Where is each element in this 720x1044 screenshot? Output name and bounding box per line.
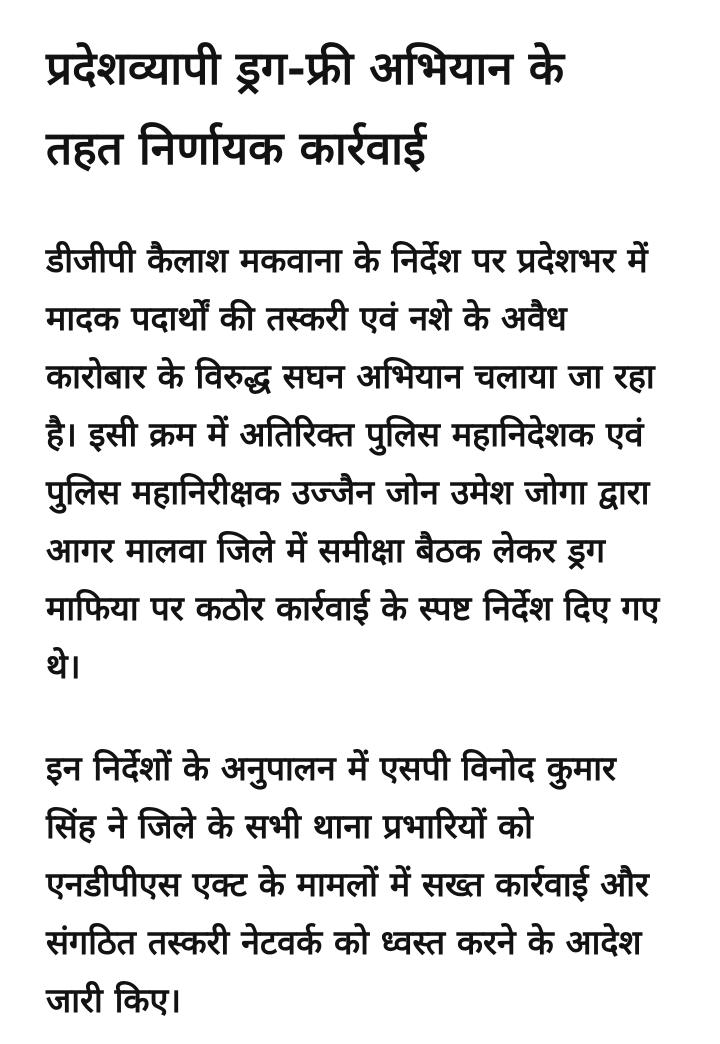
text-line: एनडीपीएस एक्ट के मामलों में सख्त कार्रवाई और xyxy=(46,865,649,905)
text-line: इन निर्देशों के अनुपालन में एसपी विनोद कुमार xyxy=(46,749,616,789)
text-line: माफिया पर कठोर कार्रवाई के स्पष्ट निर्देश दिए गए xyxy=(46,589,660,629)
text-line: आगर मालवा जिले में समीक्षा बैठक लेकर ड्रग xyxy=(46,531,605,571)
text-line: थे। xyxy=(46,647,81,687)
text-line: पुलिस महानिरीक्षक उज्जैन जोन उमेश जोगा द्वारा xyxy=(46,473,650,513)
text-line: संगठित तस्करी नेटवर्क को ध्वस्त करने के आदेश xyxy=(46,923,642,963)
article-body xyxy=(46,232,674,1030)
text-line: डीजीपी कैलाश मकवाना के निर्देश पर प्रदेशभर में xyxy=(46,241,648,281)
text-line: है। इसी क्रम में अतिरिक्त पुलिस महानिदेशक एवं xyxy=(46,415,644,455)
paragraph-2 xyxy=(46,740,674,1030)
text-line: मादक पदार्थों की तस्करी एवं नशे के अवैध xyxy=(46,299,567,339)
article-title xyxy=(46,28,674,188)
text-line: सिंह ने जिले के सभी थाना प्रभारियों को xyxy=(46,807,533,847)
text-line: कारोबार के विरुद्ध सघन अभियान चलाया जा रहा xyxy=(46,357,655,397)
text-line: जारी किए। xyxy=(46,981,182,1021)
text-line: तहत निर्णायक कार्रवाई xyxy=(46,121,426,175)
text-line: प्रदेशव्यापी ड्रग-फ्री अभियान के xyxy=(46,41,565,95)
paragraph-1 xyxy=(46,232,674,696)
